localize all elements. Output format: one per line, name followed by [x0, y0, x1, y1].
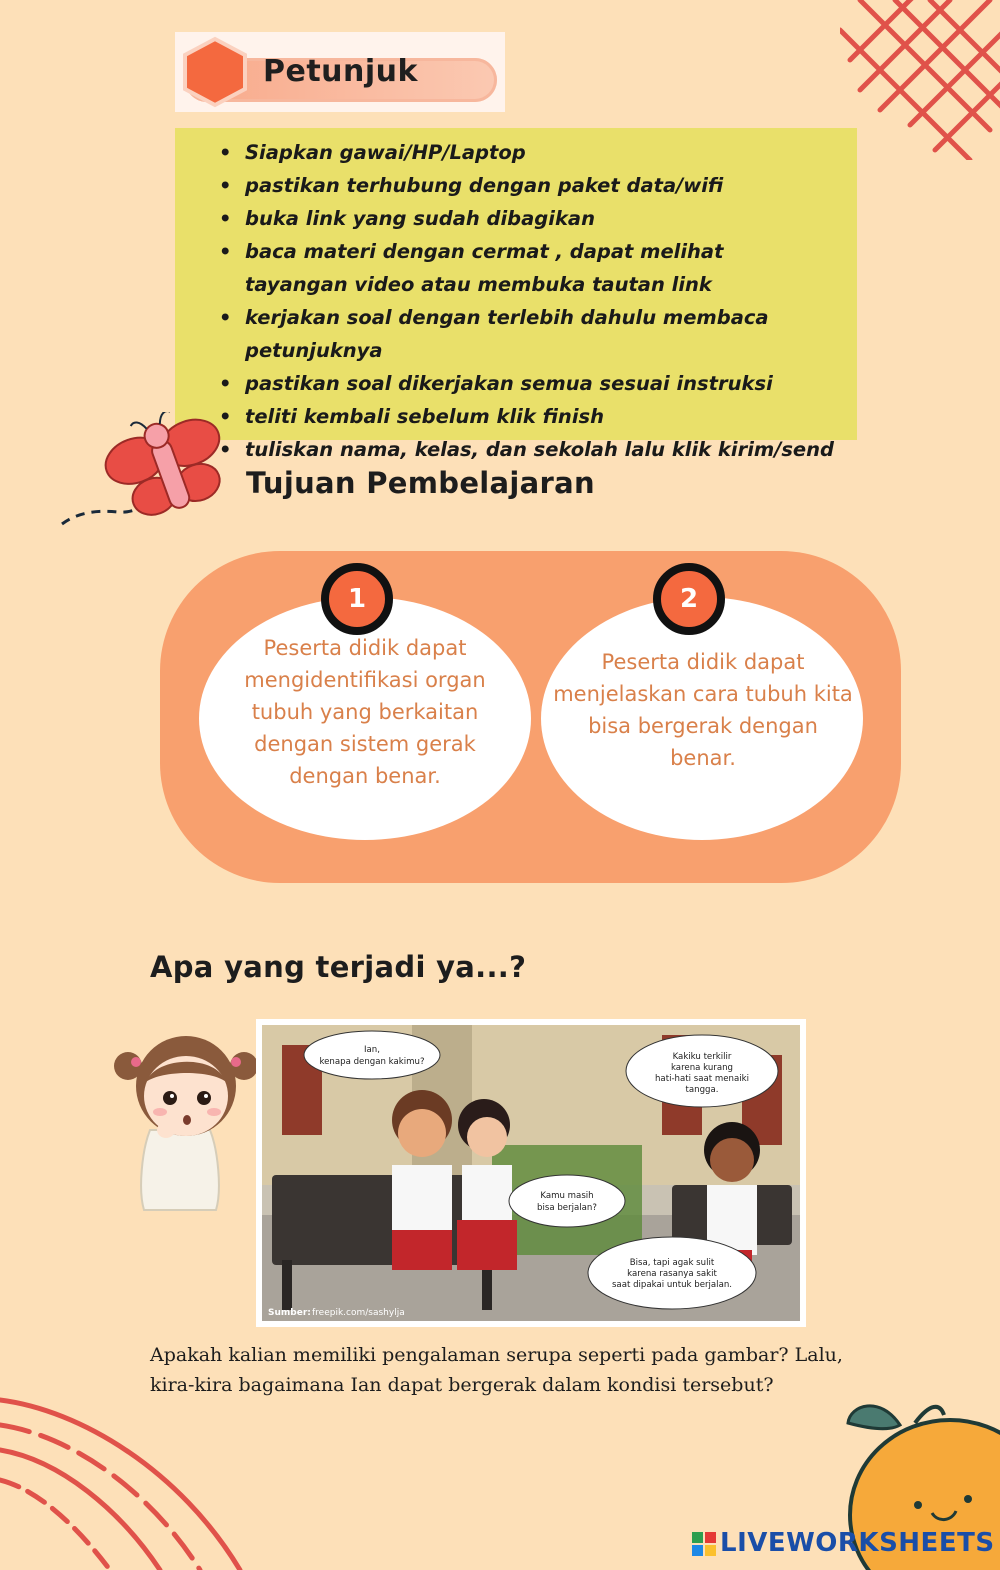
instruction-item: • buka link yang sudah dibagikan — [245, 202, 857, 235]
goal-2-badge: 2 — [653, 563, 725, 635]
comic-bubble-2-line-4: tangga. — [685, 1085, 719, 1095]
instruction-item: • Siapkan gawai/HP/Laptop — [245, 136, 857, 169]
comic-illustration — [262, 1025, 800, 1321]
comic-bubble-4-line-1: Bisa, tapi agak sulit — [629, 1258, 715, 1268]
comic-image — [256, 1019, 806, 1327]
section-title: Apa yang terjadi ya...? — [150, 950, 527, 984]
instruction-item: • pastikan terhubung dengan paket data/wifi — [245, 169, 857, 202]
petunjuk-title: Petunjuk — [263, 54, 418, 89]
comic-bubble-2-line-2: karena kurang — [670, 1063, 734, 1073]
question-text: Apakah kalian memiliki pengalaman serupa seperti pada gambar? Lalu, kira-kira bagaimana Ian dapat bergerak dalam kondisi tersebut? — [150, 1344, 843, 1396]
comic-bubble-3-line-1: Kamu masih — [540, 1191, 594, 1201]
grid-decoration — [840, 0, 1000, 160]
lines-decoration — [0, 1380, 280, 1570]
comic-bubble-1-line-2: kenapa dengan kakimu? — [319, 1057, 425, 1067]
instruction-item: • pastikan soal dikerjakan semua sesuai instruksi — [245, 367, 857, 400]
comic-bubble-4-line-3: saat dipakai untuk berjalan. — [611, 1280, 733, 1290]
comic-source-label: Sumber: — [268, 1308, 311, 1318]
instructions-box — [175, 128, 857, 461]
instruction-item: • teliti kembali sebelum klik finish — [245, 400, 857, 433]
instructions-list — [175, 128, 857, 466]
tujuan-title: Tujuan Pembelajaran — [246, 466, 595, 500]
goal-1-text: Peserta didik dapat mengidentifikasi organ tubuh yang berkaitan dengan sistem gerak dengan benar. — [244, 636, 486, 788]
comic-bubble-4-line-2: karena rasanya sakit — [627, 1269, 717, 1279]
instruction-item: • kerjakan soal dengan terlebih dahulu membaca petunjuknya — [245, 301, 857, 367]
butterfly-icon — [58, 412, 228, 530]
goal-2-text: Peserta didik dapat menjelaskan cara tubuh kita bisa bergerak dengan benar. — [553, 650, 853, 770]
girl-character-icon — [112, 1030, 260, 1214]
brand-text: LIVEWORKSHEETS — [720, 1528, 995, 1558]
comic-bubble-2-line-1: Kakiku terkilir — [672, 1052, 732, 1062]
comic-bubble-3-line-2: bisa berjalan? — [537, 1203, 597, 1213]
comic-source-value: freepik.com/sashylja — [312, 1308, 405, 1318]
liveworksheets-brand — [720, 1528, 995, 1558]
hexagon-icon — [181, 36, 249, 108]
instruction-item: • baca materi dengan cermat , dapat melihat tayangan video atau membuka tautan link — [245, 235, 857, 301]
petunjuk-header — [175, 32, 505, 112]
comic-bubble-1-line-1: Ian, — [364, 1045, 380, 1055]
liveworksheets-logo-icon — [692, 1532, 716, 1556]
instruction-item: • tuliskan nama, kelas, dan sekolah lalu klik kirim/send — [245, 433, 857, 466]
goal-1-badge: 1 — [321, 563, 393, 635]
comic-bubble-2-line-3: hati-hati saat menaiki — [654, 1074, 750, 1084]
